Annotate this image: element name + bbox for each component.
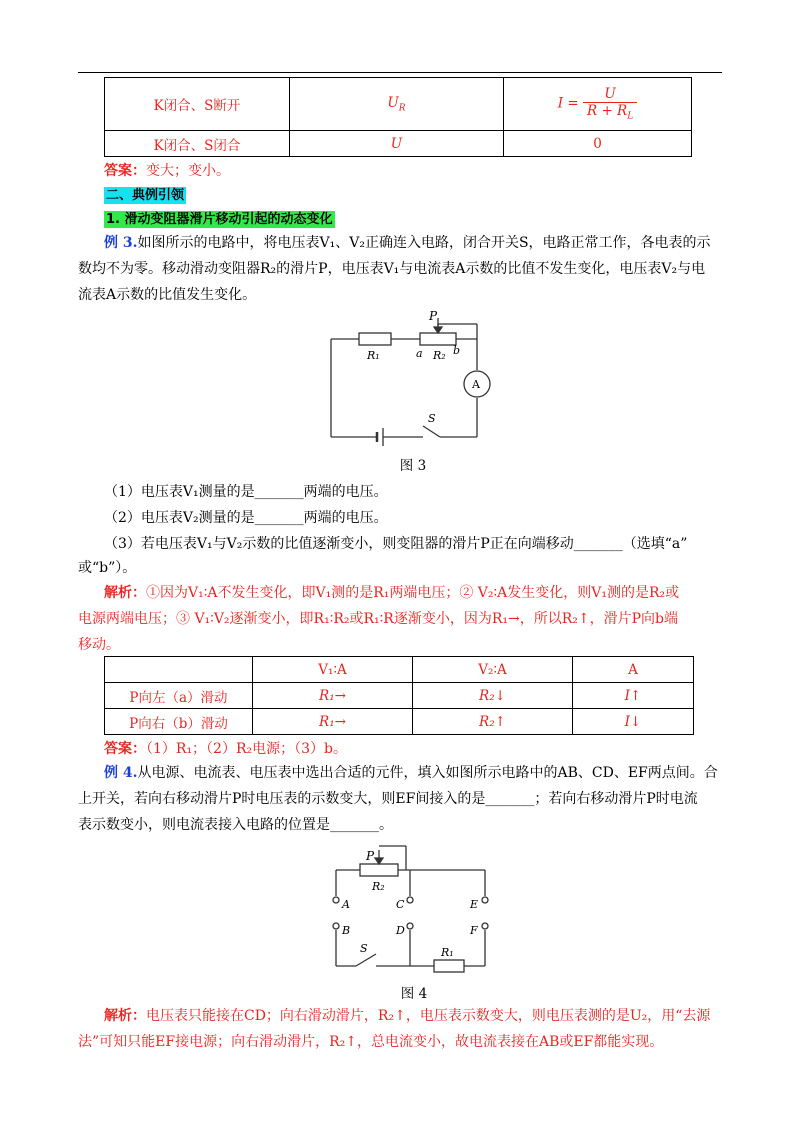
table-row [105,131,692,157]
table-row [105,683,694,709]
current-formula-fraction [583,86,637,122]
label-C: C [396,898,405,911]
table-cell: R₁→ [253,709,413,735]
table-row [105,78,692,131]
analysis-line: ①因为V₁∶A不发生变化，即V₁测的是R₁两端电压；② V₂∶A发生变化，则V₁测的是R₂或 [146,585,680,601]
table-cell: I↓ [573,709,694,735]
circuit-figure-3 [325,302,495,447]
label-S: S [360,942,368,955]
table-cell: R₂↑ [413,709,573,735]
example-label: 例 4. [104,765,138,781]
analysis-line: 电源两端电压；③ V₁∶V₂逐渐变小，即R₁∶R₂或R₁∶R逐渐变小，因为R₁→，所以R₂↑，滑片P向b端 [78,611,678,627]
table-cell [504,78,692,131]
example-text-line: 从电源、电流表、电压表中选出合适的元件，填入如图所示电路中的AB、CD、EF两点间。合 [137,765,718,781]
table-cell: R₁→ [253,683,413,709]
answer-label: 答案： [104,163,146,179]
denominator-subscript: L [627,111,634,122]
label-R1: R₁ [367,349,380,362]
answer-3 [104,738,347,758]
table-cell: K闭合、S断开 [105,78,290,131]
table-cell: P向左（a）滑动 [105,683,253,709]
example-label: 例 3. [104,235,138,251]
question-3-line-1: （3）若电压表V₁与V₂示数的比值逐渐变小，则变阻器的滑片P正在向端移动_______（选填“a” [104,536,688,552]
table-cell: 0 [504,131,692,157]
analysis-3 [78,580,722,658]
section-heading [104,184,186,203]
table-cell: R₂↓ [413,683,573,709]
example-3-text [78,230,722,308]
section-title: 二、典例引领 [106,188,185,203]
table-cell: K闭合、S闭合 [105,131,290,157]
answer-1 [104,160,230,180]
analysis-line: 移动。 [78,637,120,653]
table-header: V₁∶A [253,657,413,683]
analysis-line: 法”可知只能EF接电源；向右滑动滑片，R₂↑，总电流变小，故电流表接在AB或EF都能实现。 [78,1034,664,1050]
analysis-4 [78,1003,722,1055]
label-B: B [342,924,351,937]
ammeter-icon-label: A [472,378,480,391]
answer-text: （1）R₁；（2）R₂电源；（3）b。 [146,741,347,757]
label-a: a [416,347,423,360]
analysis-label: 解析： [104,585,146,601]
question-3-line-2: 或“b”）。 [78,560,137,576]
example-text-line: 流表A示数的比值发生变化。 [78,287,257,303]
table-cell: P向右（b）滑动 [105,709,253,735]
current-formula-prefix: I = [557,95,579,112]
label-D: D [396,924,405,937]
table-switch-states [104,77,692,157]
subsection-heading [104,208,335,227]
subsection-title: 1. 滑动变阻器滑片移动引起的动态变化 [106,212,333,227]
table-cell [290,78,504,131]
question-2: （2）电压表V₂测量的是_______两端的电压。 [104,510,388,526]
fraction-numerator: U [583,86,637,103]
analysis-line: 电压表只能接在CD；向右滑动滑片，R₂↑，电压表示数变大，则电压表测的是U₂，用“去源 [146,1008,711,1024]
circuit-figure-4 [328,838,498,976]
question-1: （1）电压表V₁测量的是_______两端的电压。 [104,484,388,500]
label-R2: R₂ [433,349,446,362]
label-E: E [470,898,479,911]
table-row [105,709,694,735]
example-text-line: 数均不为零。移动滑动变阻器R₂的滑片P，电压表V₁与电流表A示数的比值不发生变化，电压表V₂与电 [78,261,706,277]
label-P: P [366,849,375,863]
label-R1: R₁ [441,946,454,959]
table-cell: U [290,131,504,157]
example-text-line: 表示数变小，则电流表接入电路的位置是_______。 [78,817,393,833]
figure-3-caption: 图 3 [399,458,427,474]
example-text-line: 如图所示的电路中，将电压表V₁、V₂正确连入电路，闭合开关S，电路正常工作，各电表的示 [137,235,711,251]
label-F: F [470,924,478,937]
label-P: P [429,309,438,323]
label-S: S [428,412,436,425]
figure-4-caption: 图 4 [400,986,428,1002]
denominator-text: R + R [587,103,628,120]
table-header [105,657,253,683]
voltage-subscript: R [398,103,406,114]
fraction-denominator [583,103,637,122]
table-header: A [573,657,694,683]
label-b: b [453,344,461,357]
answer-text: 变大；变小。 [146,163,230,179]
header-rule [78,72,722,73]
voltage-symbol: U [387,94,399,111]
answer-label: 答案： [104,741,146,757]
table-cell: I↑ [573,683,694,709]
label-A: A [342,898,350,911]
label-R2: R₂ [372,880,385,893]
table-row [105,657,694,683]
analysis-label: 解析： [104,1008,146,1024]
example-4-text [78,760,722,838]
table-header: V₂∶A [413,657,573,683]
table-slider-analysis [104,656,694,735]
example-text-line: 上开关，若向右移动滑片P时电压表的示数变大，则EF间接入的是_______；若向右移动滑片P时电流 [78,791,698,807]
